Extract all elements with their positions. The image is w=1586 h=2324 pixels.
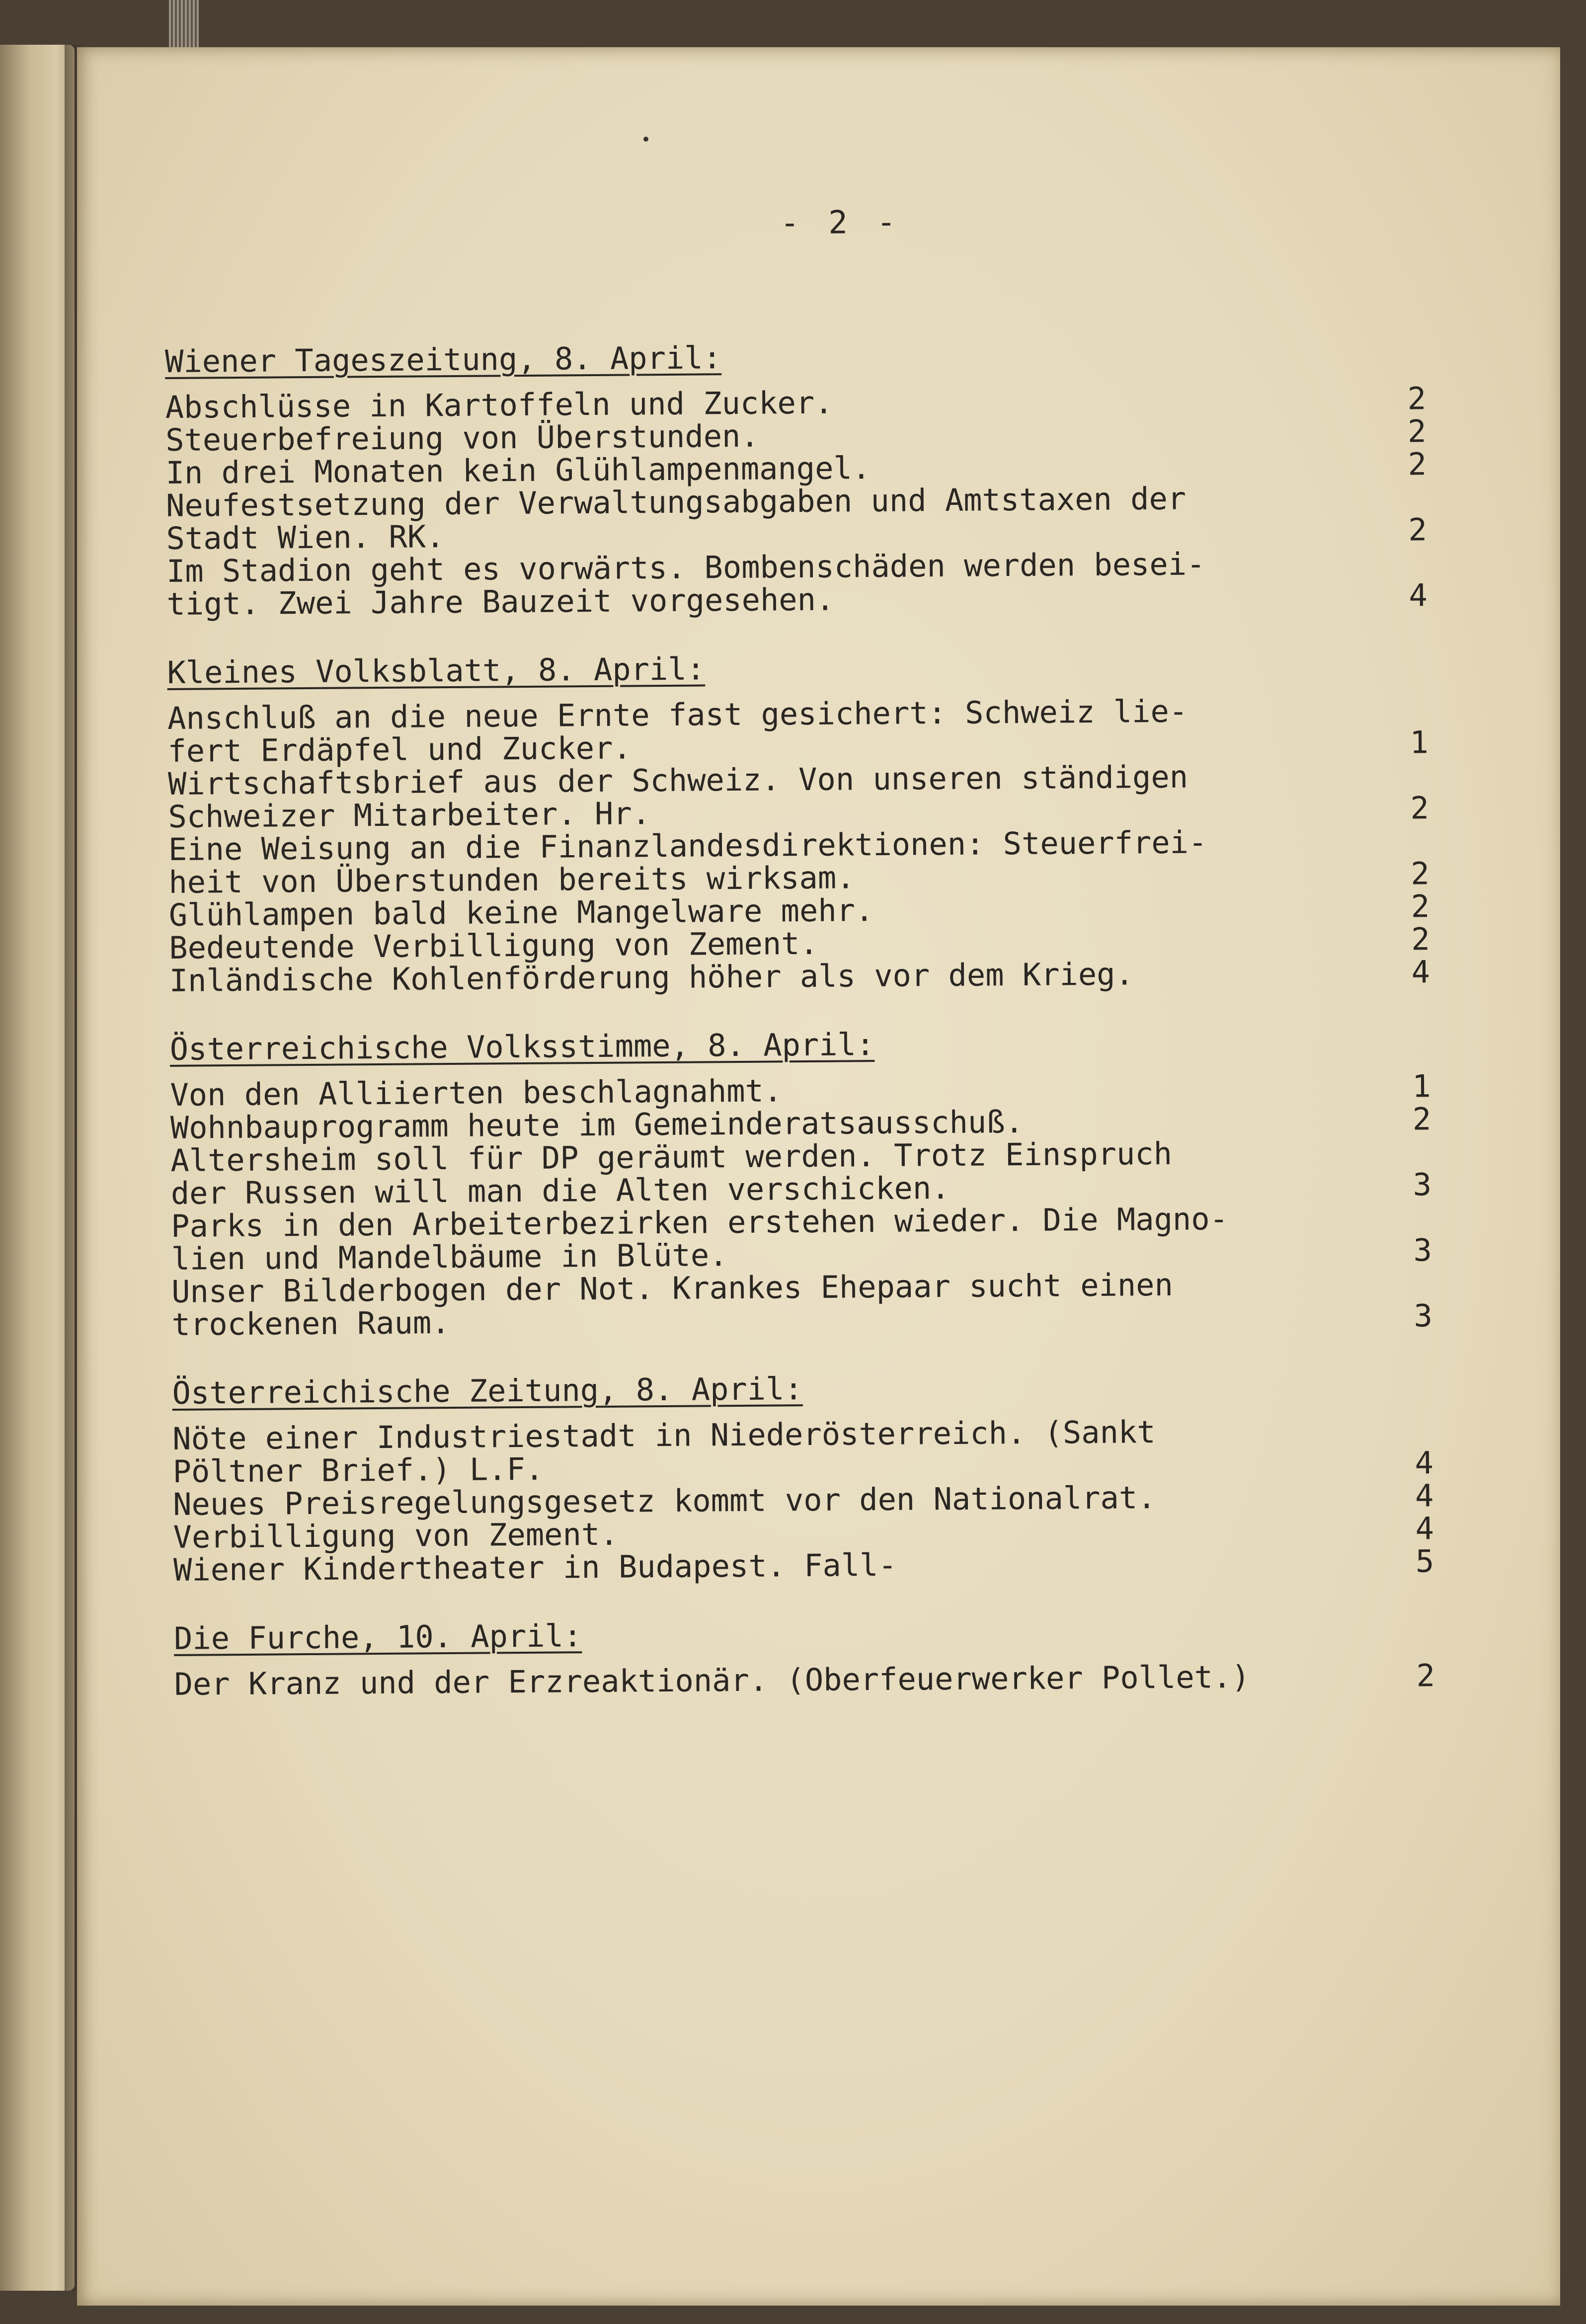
document-page: [77, 47, 1560, 2306]
section-heading: Österreichische Zeitung, 8. April:: [172, 1370, 803, 1411]
typed-content: [164, 202, 1436, 1702]
article-entry: [171, 1267, 1444, 1341]
article-title-line: Neues Preisregelungsgesetz kommt vor den Nationalrat.: [172, 1479, 1156, 1523]
newspaper-section: [174, 1613, 1446, 1701]
article-title-line: Neufestsetzung der Verwaltungsabgaben und Amtstaxen der: [165, 480, 1187, 524]
page-reference-number: 2: [1412, 1101, 1431, 1137]
page-reference-number: 3: [1413, 1232, 1432, 1269]
article-title-line: Schweizer Mitarbeiter. Hr.: [168, 795, 651, 835]
article-title-line: Pöltner Brief.) L.F.: [172, 1450, 544, 1490]
article-title-line: Wiener Kindertheater in Budapest. Fall-: [173, 1546, 897, 1588]
article-entry: [167, 693, 1440, 768]
article-entry: [173, 1545, 1445, 1587]
newspaper-section: [172, 1368, 1445, 1587]
article-title-line: Steuerbefreiung von Überstunden.: [165, 417, 759, 458]
article-entry: [170, 1135, 1443, 1210]
article-title-line: Verbilligung von Zement.: [173, 1516, 619, 1555]
article-title-line: fert Erdäpfel und Zucker.: [167, 729, 632, 769]
article-entry: [166, 546, 1439, 621]
article-entry: [168, 759, 1440, 833]
page-reference-number: 5: [1415, 1543, 1434, 1580]
page-reference-number: 2: [1408, 511, 1427, 548]
ink-spot: [643, 137, 648, 142]
article-entry: [171, 1201, 1443, 1276]
page-reference-number: 2: [1411, 855, 1429, 892]
page-reference-number: 2: [1410, 790, 1429, 826]
article-title-line: Bedeutende Verbilligung von Zement.: [169, 925, 819, 966]
article-title-line: Abschlüsse in Kartoffeln und Zucker.: [165, 384, 833, 425]
page-reference-number: 3: [1414, 1297, 1433, 1334]
page-reference-number: 2: [1416, 1657, 1435, 1694]
article-title-line: Glühlampen bald keine Mangelware mehr.: [168, 892, 874, 933]
article-title-line: Altersheim soll für DP geräumt werden. Trotz Einspruch: [170, 1135, 1173, 1179]
page-reference-number: 2: [1407, 413, 1427, 450]
page-number: - 2 -: [780, 204, 901, 242]
article-title-line: Nöte einer Industriestadt in Niederösterreich. (Sankt: [172, 1414, 1156, 1457]
article-entry: [166, 481, 1438, 555]
page-reference-number: 2: [1407, 380, 1427, 417]
article-title-line: Im Stadion geht es vorwärts. Bombenschäden werden besei-: [166, 546, 1205, 589]
page-reference-number: 2: [1411, 888, 1430, 925]
article-title-line: In drei Monaten kein Glühlampenmangel.: [165, 450, 871, 491]
newspaper-section: [165, 336, 1439, 621]
page-reference-number: 2: [1408, 446, 1427, 482]
article-title-line: Wohnbauprogramm heute im Gemeinderatsausschuß.: [170, 1103, 1024, 1146]
article-entry: [168, 824, 1441, 899]
article-entry: [172, 1414, 1445, 1488]
article-title-line: heit von Überstunden bereits wirksam.: [168, 859, 855, 900]
page-reference-number: 2: [1411, 921, 1430, 958]
page-reference-number: 1: [1412, 1068, 1431, 1105]
article-title-line: Der Kranz und der Erzreaktionär. (Oberfeuerwerker Pollet.): [174, 1658, 1250, 1702]
page-reference-number: 1: [1410, 724, 1429, 761]
section-heading: Die Furche, 10. April:: [173, 1617, 582, 1657]
newspaper-sections: [165, 336, 1446, 1737]
page-reference-number: 4: [1415, 1477, 1434, 1514]
article-title-line: tigt. Zwei Jahre Bauzeit vorgesehen.: [166, 581, 835, 622]
page-reference-number: 4: [1409, 577, 1428, 614]
page-reference-number: 4: [1415, 1444, 1434, 1481]
page-reference-number: 4: [1415, 1510, 1434, 1547]
article-entry: [169, 956, 1441, 997]
article-title-line: Anschluß an die neue Ernte fast gesichert: Schweiz lie-: [167, 693, 1188, 736]
article-title-line: Unser Bilderbogen der Not. Krankes Ehepaar sucht einen: [171, 1266, 1174, 1310]
article-title-line: trockenen Raum.: [171, 1304, 450, 1343]
article-title-line: der Russen will man die Alten verschicken.: [170, 1170, 950, 1211]
page-reference-number: 3: [1413, 1166, 1432, 1203]
article-title-line: Inländische Kohlenförderung höher als vor dem Krieg.: [169, 956, 1134, 999]
article-title-line: Eine Weisung an die Finanzlandesdirektionen: Steuerfrei-: [168, 824, 1207, 868]
article-title-line: Von den Alliierten beschlagnahmt.: [170, 1072, 783, 1113]
page-reference-number: 4: [1411, 954, 1430, 990]
section-heading: Österreichische Volksstimme, 8. April:: [169, 1026, 875, 1067]
section-heading: Kleines Volksblatt, 8. April:: [167, 650, 706, 691]
article-title-line: Parks in den Arbeiterbezirken erstehen wieder. Die Magno-: [171, 1201, 1229, 1244]
facing-page-edge: [0, 45, 75, 2291]
newspaper-section: [167, 647, 1441, 997]
article-title-line: lien und Mandelbäume in Blüte.: [171, 1237, 728, 1277]
article-title-line: Wirtschaftsbrief aus der Schweiz. Von unseren ständigen: [167, 758, 1189, 802]
scan-calibration-strip: [169, 0, 199, 47]
section-heading: Wiener Tageszeitung, 8. April:: [164, 339, 722, 380]
article-title-line: Stadt Wien. RK.: [166, 518, 445, 557]
article-entry: [174, 1659, 1446, 1701]
newspaper-section: [170, 1024, 1444, 1341]
